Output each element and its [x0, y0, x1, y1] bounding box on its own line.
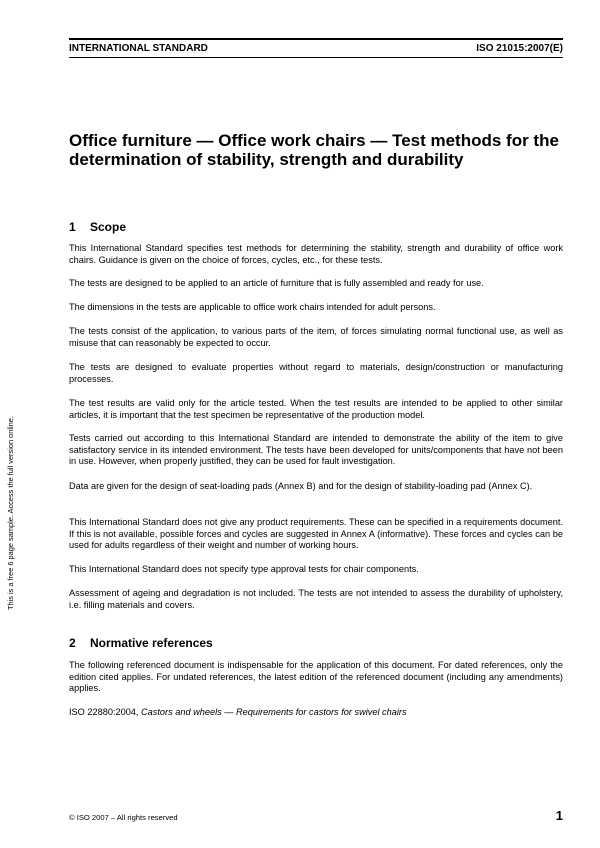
section-number: 2 — [69, 636, 76, 650]
section-heading-scope — [69, 220, 126, 234]
page-number: 1 — [555, 808, 563, 823]
scope-paragraph: The dimensions in the tests are applicable to office work chairs intended for adult persons. — [69, 302, 436, 312]
document-type: INTERNATIONAL STANDARD — [69, 43, 208, 54]
scope-paragraph: This International Standard does not specify type approval tests for chair components. — [69, 564, 419, 574]
scope-paragraph: Tests carried out according to this International Standard are intended to demonstrate the ability of the item to give satisfactory service in its intended environment. The tests have been developed for units/components that have not been in use. However, when properly justified, they can be used for fault investigation. — [69, 433, 563, 467]
section-number: 1 — [69, 220, 76, 234]
scope-paragraph: This International Standard specifies test methods for determining the stability, strength and durability of office work chairs. Guidance is given on the choice of forces, cycles, etc., for these tests. — [69, 243, 563, 265]
reference-id: ISO 22880:2004, — [69, 707, 142, 717]
section-title: Normative references — [90, 636, 213, 650]
document-title: Office furniture — Office work chairs — Test methods for the determination of stability, strength and durability — [69, 131, 559, 169]
sample-notice: This is a free 6 page sample. Access the full version online. — [6, 416, 15, 610]
header-bottom-rule — [69, 57, 563, 58]
normative-references-paragraph: The following referenced document is indispensable for the application of this document. For dated references, only the edition cited applies. For undated references, the latest edition of the referenced document (including any amendments) applies. — [69, 660, 563, 694]
scope-paragraph: The tests consist of the application, to various parts of the item, of forces simulating normal functional use, as well as misuse that can reasonably be expected to occur. — [69, 326, 563, 348]
scope-paragraph: The test results are valid only for the article tested. When the test results are intended to be applied to other similar articles, it is important that the test specimen be representative of the production model. — [69, 398, 563, 420]
copyright-notice: © ISO 2007 – All rights reserved — [69, 813, 178, 822]
document-number: ISO 21015:2007(E) — [476, 43, 563, 54]
normative-reference-entry — [69, 707, 563, 719]
scope-paragraph: The tests are designed to evaluate properties without regard to materials, design/construction or manufacturing processes. — [69, 362, 563, 384]
scope-paragraph: Assessment of ageing and degradation is not included. The tests are not intended to assess the durability of upholstery, i.e. filling materials and covers. — [69, 588, 563, 610]
scope-paragraph: Data are given for the design of seat-loading pads (Annex B) and for the design of stability-loading pad (Annex C). — [69, 481, 533, 491]
reference-title: Castors and wheels — Requirements for castors for swivel chairs — [141, 707, 407, 717]
scope-paragraph: The tests are designed to be applied to an article of furniture that is fully assembled and ready for use. — [69, 278, 484, 288]
header-top-rule — [69, 38, 563, 40]
scope-paragraph: This International Standard does not give any product requirements. These can be specified in a requirements document. If this is not available, possible forces and cycles are suggested in Annex A (informative). These forces and cycles can be used for adults regardless of their weight and number of working hours. — [69, 517, 563, 551]
section-title: Scope — [90, 220, 127, 234]
section-heading-normative-references — [69, 636, 213, 650]
